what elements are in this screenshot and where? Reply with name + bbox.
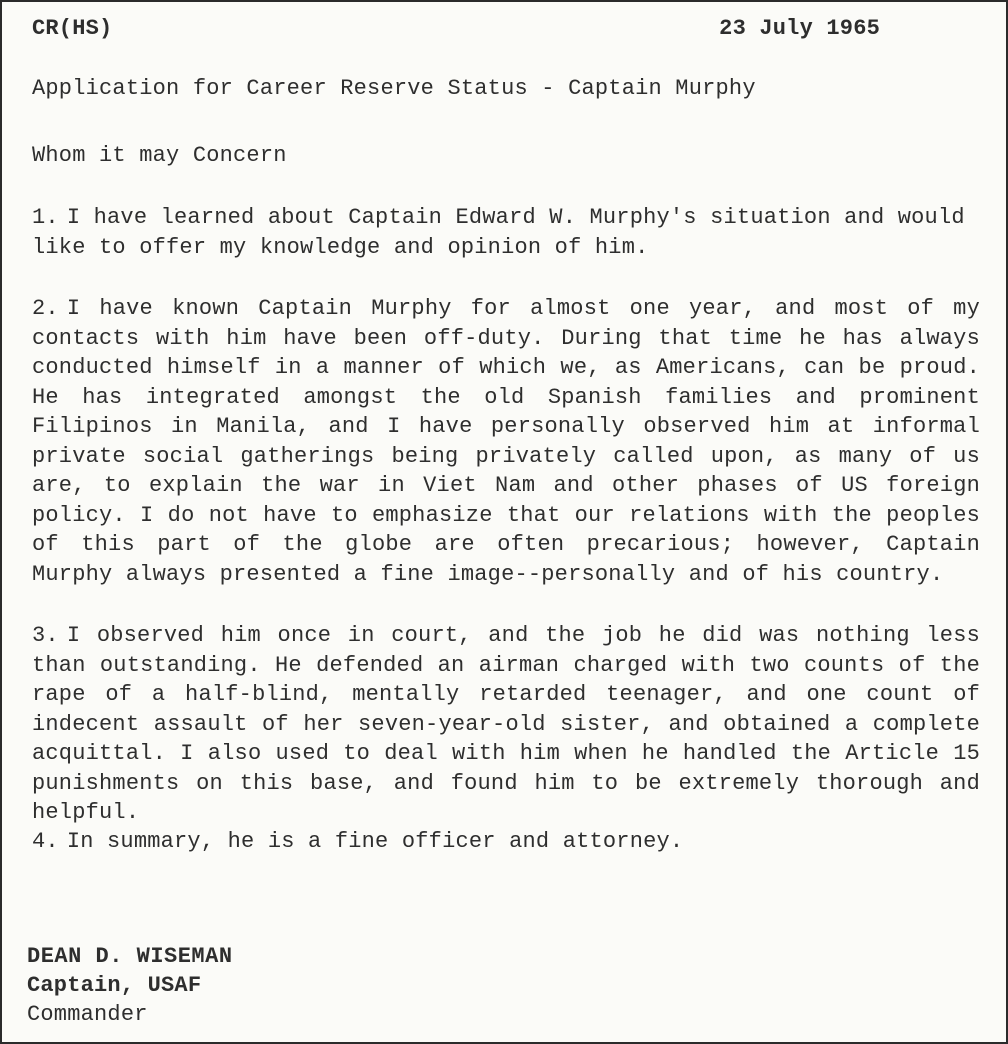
paragraph-text: In summary, he is a fine officer and attorney.	[66, 829, 684, 854]
paragraph-3	[32, 621, 980, 828]
signature-block	[27, 942, 233, 1029]
paragraph-text: I have known Captain Murphy for almost one year, and most of my contacts with him have been off-duty. During that time he has always conducted himself in a manner of which we, as Americans, can be proud. He has integrated amongst the old Spanish families and prominent Filipinos in Manila, and I have personally observed him at informal private social gatherings being privately called upon, as many of us are, to explain the war in Viet Nam and other phases of US foreign policy. I do not have to emphasize that our relations with the peoples of this part of the globe are often precarious; however, Captain Murphy always presented a fine image--personally and of his country.	[32, 296, 980, 587]
paragraph-number: 4.	[32, 829, 59, 854]
paragraph-text: I have learned about Captain Edward W. Murphy's situation and would like to offer my knowledge and opinion of him.	[32, 205, 965, 260]
paragraph-2	[32, 294, 980, 589]
signer-rank: Captain, USAF	[27, 973, 202, 998]
paragraph-number: 1.	[32, 205, 59, 230]
paragraph-1	[32, 203, 980, 262]
memo-subject: Application for Career Reserve Status - Captain Murphy	[32, 76, 756, 101]
memo-date: 23 July 1965	[719, 16, 880, 41]
paragraph-number: 3.	[32, 623, 59, 648]
signer-title: Commander	[27, 1002, 148, 1027]
reference-code: CR(HS)	[32, 16, 113, 41]
salutation: Whom it may Concern	[32, 143, 287, 168]
paragraph-text: I observed him once in court, and the job he did was nothing less than outstanding. He defended an airman charged with two counts of the rape of a half-blind, mentally retarded teenager, and one count of indecent assault of her seven-year-old sister, and obtained a complete acquittal. I also used to deal with him when he handled the Article 15 punishments on this base, and found him to be extremely thorough and helpful.	[32, 623, 980, 825]
paragraph-4	[32, 827, 980, 857]
paragraph-number: 2.	[32, 296, 59, 321]
signer-name: DEAN D. WISEMAN	[27, 944, 233, 969]
